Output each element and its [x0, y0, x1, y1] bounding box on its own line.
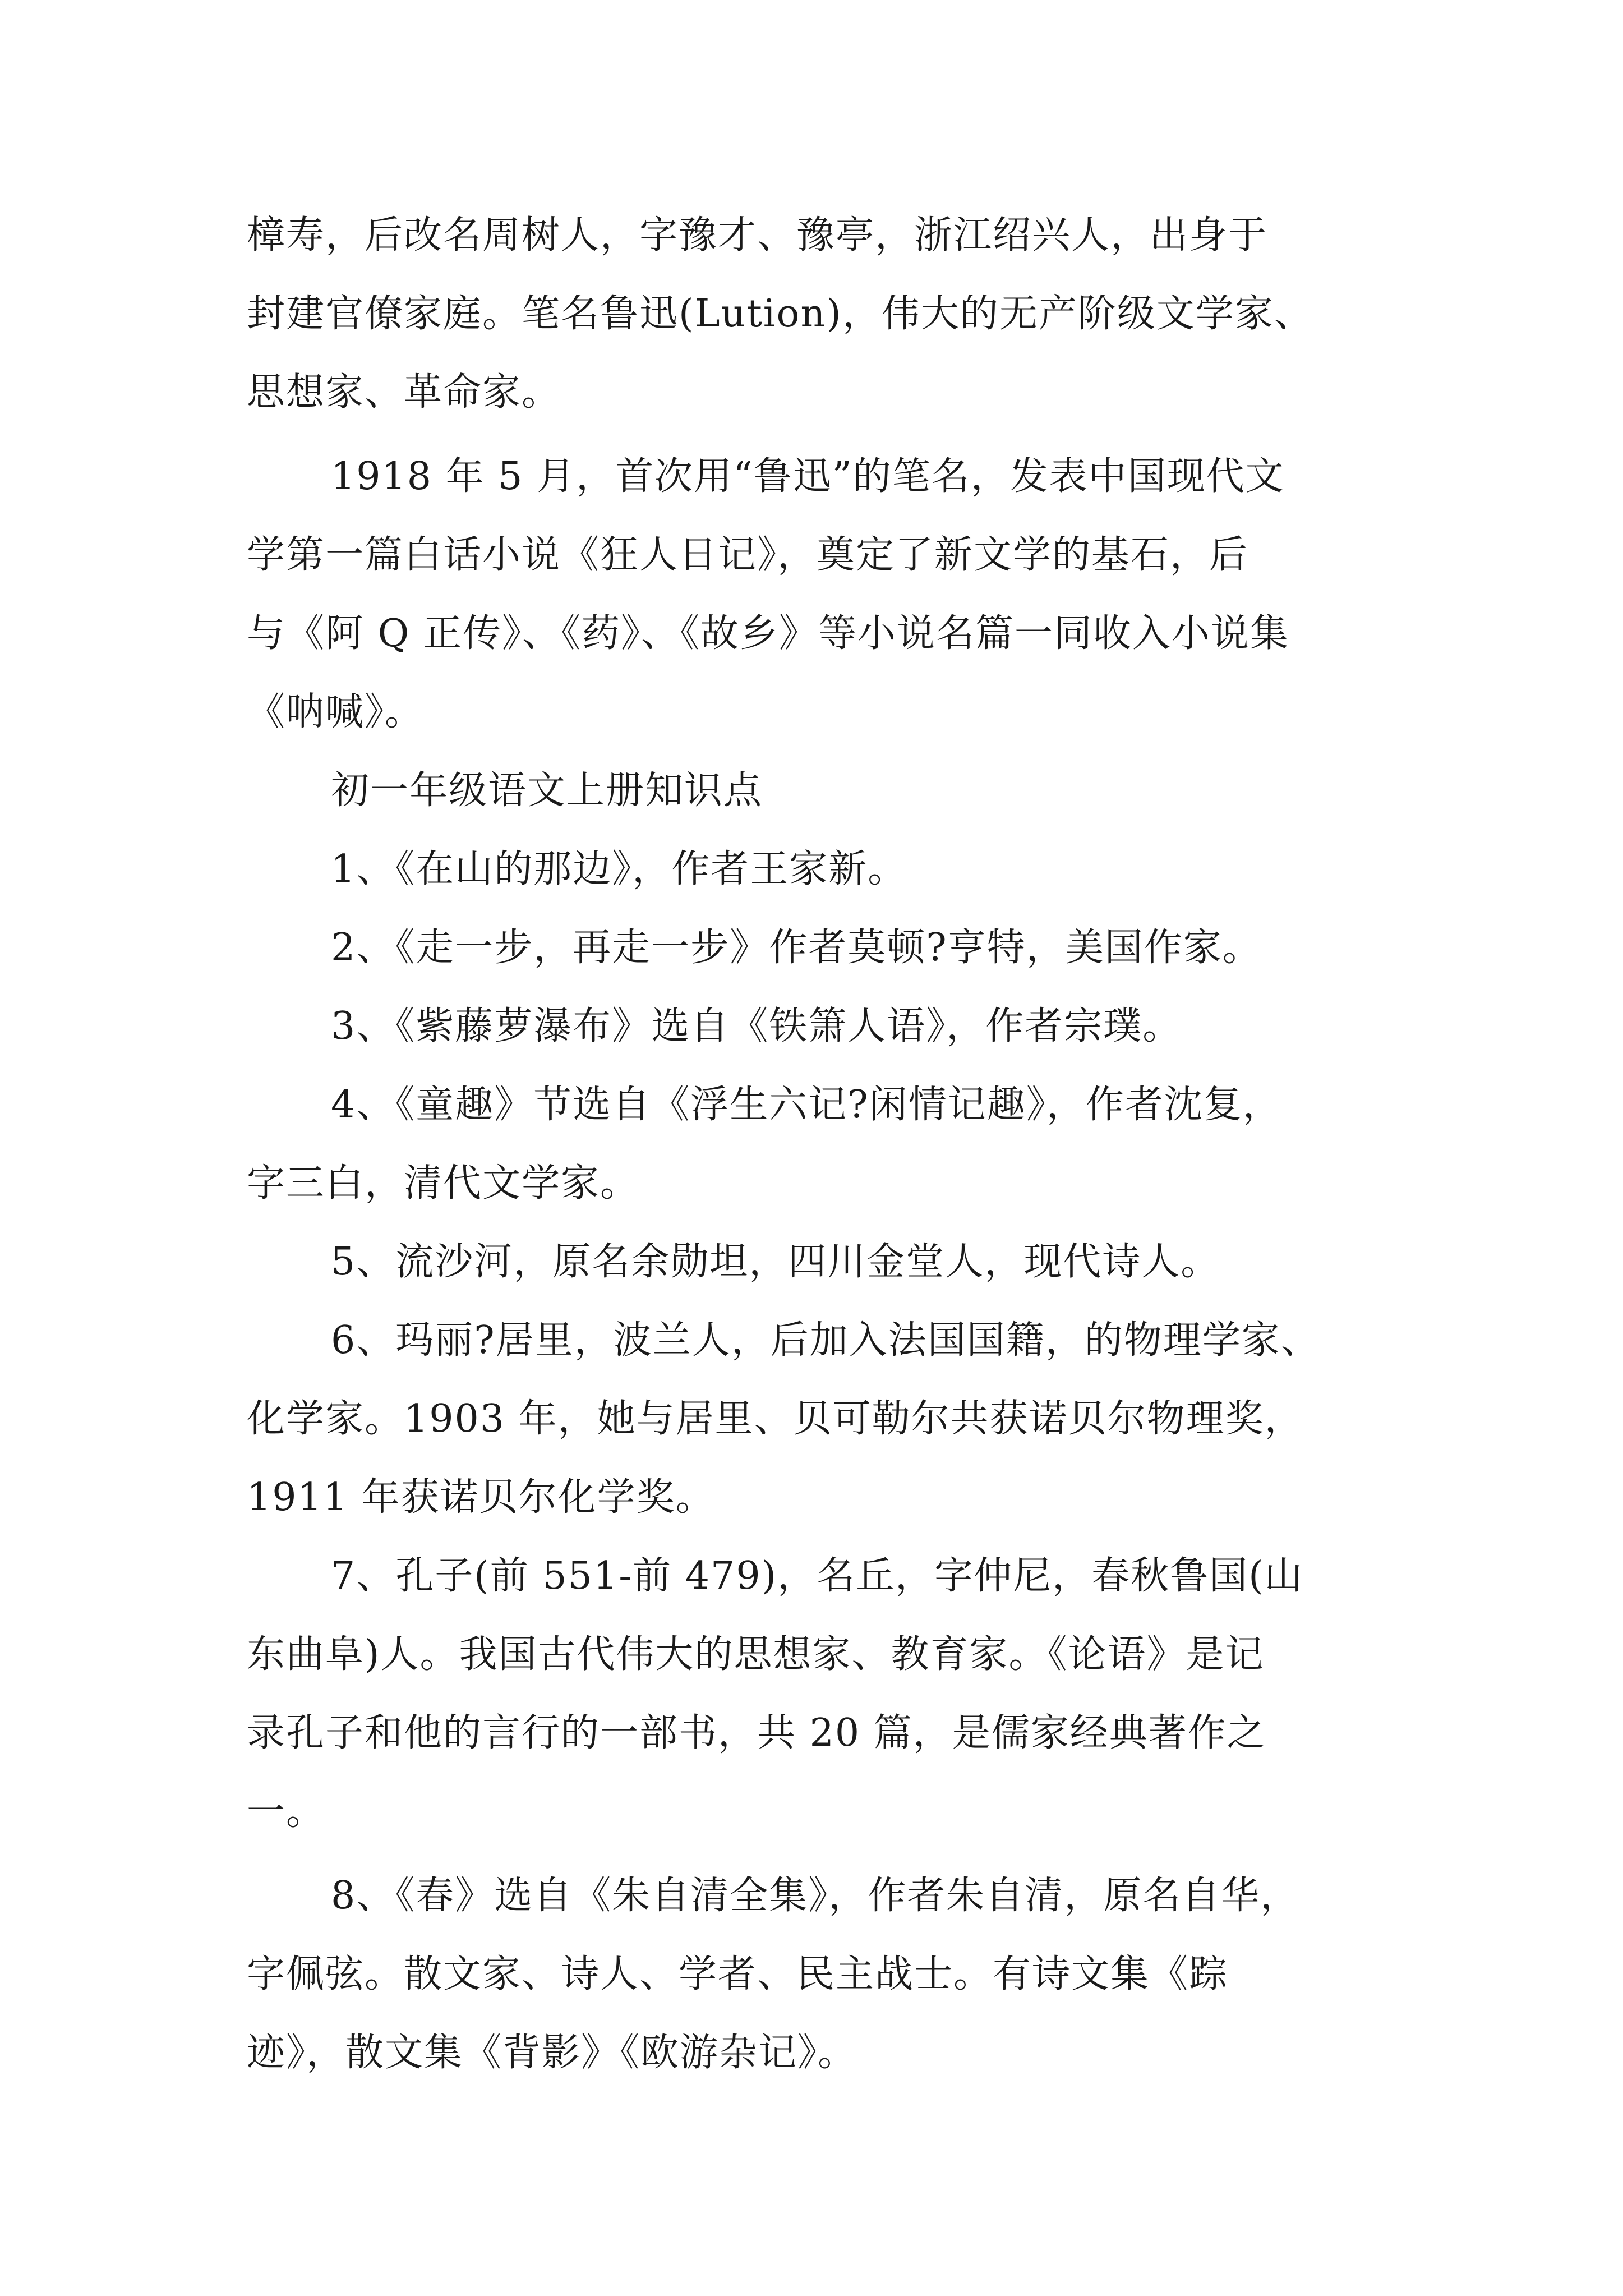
list-item: 7、孔子(前 551-前 479)，名丘，字仲尼，春秋鲁国(山 [331, 1554, 1304, 1598]
text-line: 《呐喊》。 [247, 690, 425, 734]
text-line: 东曲阜)人。我国古代伟大的思想家、教育家。《论语》是记 [247, 1632, 1265, 1677]
text-line: 1911 年获诺贝尔化学奖。 [247, 1475, 715, 1520]
paragraph-first-line: 1918 年 5 月，首次用“鲁迅”的笔名，发表中国现代文 [331, 454, 1285, 499]
text-line: 化学家。1903 年，她与居里、贝可勒尔共获诺贝尔物理奖， [247, 1397, 1304, 1441]
text-line: 一。 [247, 1789, 326, 1834]
text-line: 字三白，清代文学家。 [247, 1161, 640, 1205]
list-item: 6、玛丽?居里，波兰人，后加入法国国籍，的物理学家、 [331, 1318, 1320, 1363]
text-line: 与《阿 Q 正传》、《药》、《故乡》等小说名篇一同收入小说集 [247, 611, 1289, 656]
list-item: 2、《走一步，再走一步》作者莫顿?亨特，美国作家。 [331, 926, 1262, 970]
section-heading: 初一年级语文上册知识点 [331, 769, 763, 813]
text-line: 樟寿，后改名周树人，字豫才、豫亭，浙江绍兴人，出身于 [247, 213, 1268, 257]
list-item: 5、流沙河，原名余勋坦，四川金堂人，现代诗人。 [331, 1240, 1220, 1284]
text-line: 录孔子和他的言行的一部书，共 20 篇，是儒家经典著作之 [247, 1711, 1266, 1755]
list-item: 3、《紫藤萝瀑布》选自《铁箫人语》，作者宗璞。 [331, 1004, 1182, 1048]
text-line: 学第一篇白话小说《狂人日记》，奠定了新文学的基石，后 [247, 533, 1249, 577]
text-line: 思想家、革命家。 [247, 370, 561, 415]
list-item: 1、《在山的那边》，作者王家新。 [331, 847, 907, 891]
list-item: 8、《春》选自《朱自清全集》，作者朱自清，原名自华， [331, 1874, 1300, 1918]
text-line: 迹》，散文集《背影》《欧游杂记》。 [247, 2031, 857, 2075]
text-line: 字佩弦。散文家、诗人、学者、民主战士。有诗文集《踪 [247, 1952, 1229, 1996]
text-line: 封建官僚家庭。笔名鲁迅(Lution)，伟大的无产阶级文学家、 [247, 292, 1313, 336]
list-item: 4、《童趣》节选自《浮生六记?闲情记趣》，作者沈复， [331, 1083, 1282, 1127]
